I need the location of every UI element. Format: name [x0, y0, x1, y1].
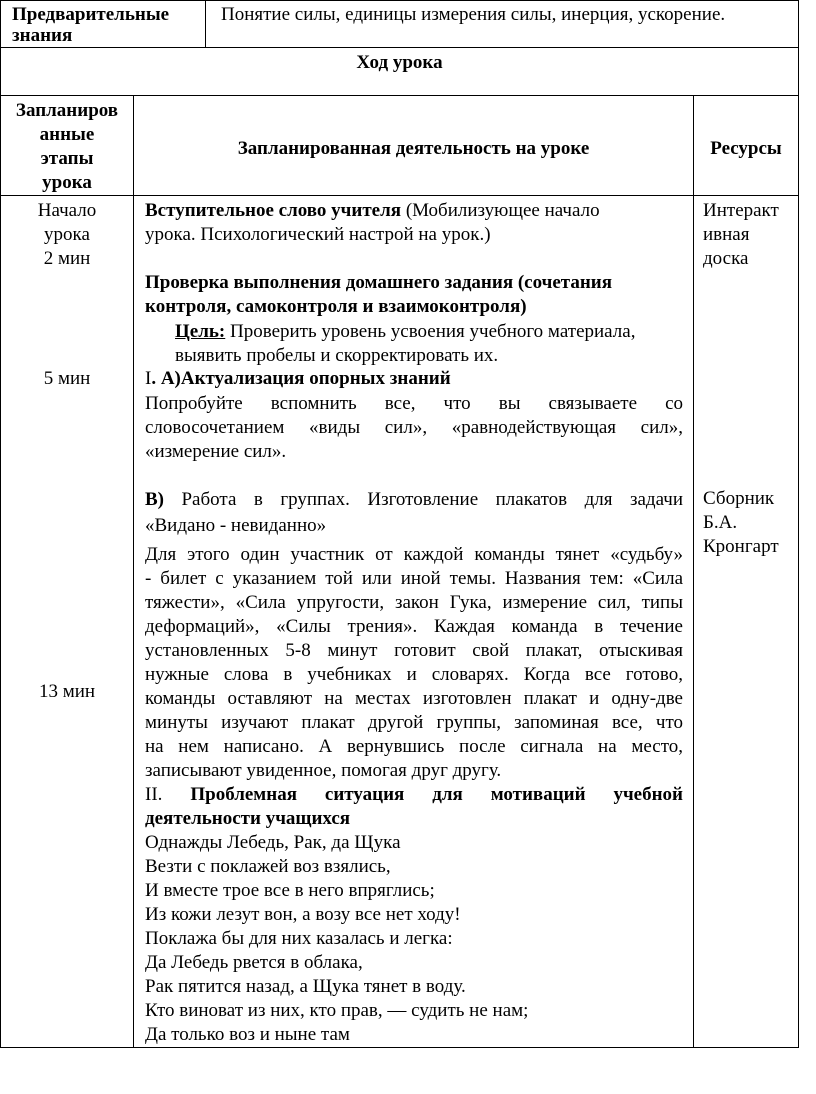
intro-rest: (Мобилизующее начало — [401, 200, 600, 221]
stage-start-line: урока — [44, 224, 90, 245]
lesson-flow-heading: Ход урока — [356, 52, 443, 73]
row-divider-1 — [0, 47, 799, 48]
group-task-line-2: «Видано - невиданно» — [145, 515, 327, 536]
col-divider-prior — [205, 0, 206, 48]
stages-header-line: Запланиров — [15, 100, 119, 121]
poem-line: Поклажа бы для них казалась и легка: — [145, 928, 453, 949]
resource-collection — [703, 487, 779, 559]
group-task-line-1 — [145, 488, 683, 512]
recall-line-1: Попробуйте вспомнить все, что вы связываете со — [145, 393, 683, 414]
row-divider-3 — [0, 195, 799, 196]
homework-line-1: Проверка выполнения домашнего задания (сочетания — [145, 272, 613, 293]
goal-line-2: выявить пробелы и скорректировать их. — [175, 345, 499, 366]
b-line1-rest: Работа в группах. Изготовление плакатов для задачи — [164, 489, 683, 510]
resource-line: доска — [703, 248, 749, 269]
group-text-line: записывают увиденное, помогая друг другу. — [145, 760, 502, 781]
intro-line-2: урока. Психологический настрой на урок.) — [145, 224, 491, 245]
resource-line: Б.А. — [703, 512, 738, 533]
goal-label: Цель: — [175, 321, 226, 342]
poem-line: Рак пятится назад, а Щука тянет в воду. — [145, 976, 466, 997]
resource-line: Кронгарт — [703, 536, 779, 557]
stage-thirteen-min: 13 мин — [38, 681, 96, 702]
poem-line: Да Лебедь рвется в облака, — [145, 952, 363, 973]
table-bottom-border — [0, 1047, 799, 1048]
poem-line: Из кожи лезут вон, а возу все нет ходу! — [145, 904, 461, 925]
stages-header-line: анные — [39, 124, 95, 145]
table-top-border — [0, 0, 799, 1]
poem-line: Однажды Лебедь, Рак, да Щука — [145, 832, 401, 853]
section1-prefix: I — [145, 368, 152, 389]
intro-bold: Вступительное слово учителя — [145, 200, 402, 221]
prior-knowledge-label-line2: знания — [12, 25, 73, 46]
stage-five-min: 5 мин — [43, 368, 91, 389]
poem-line: Везти с поклажей воз взялись, — [145, 856, 391, 877]
group-text-line: установленных 5-8 минут готовит свой плакат, отыскивая — [145, 640, 683, 661]
group-text-line: нужные слова в учебниках и словарях. Когда все готово, — [145, 664, 683, 685]
section1-title: . А)Актуализация опорных знаний — [151, 368, 451, 389]
group-text-line: деформаций», «Силы трения». Каждая команда в течение — [145, 616, 683, 637]
group-text-line: Для этого один участник от каждой команды тянет «судьбу» — [145, 544, 683, 565]
resource-line: ивная — [703, 224, 750, 245]
prior-knowledge-text: Понятие силы, единицы измерения силы, инерция, ускорение. — [221, 4, 726, 25]
b-label: В) — [145, 489, 164, 510]
poem-line: Да только воз и ныне там — [145, 1024, 350, 1045]
stages-header-line: этапы — [40, 148, 94, 169]
poem-line: И вместе трое все в него впряглись; — [145, 880, 435, 901]
recall-line-3: «измерение сил». — [145, 441, 287, 462]
group-text-line: команды оставляют на местах изготовлен плакат и одну-две — [145, 688, 683, 709]
section2-title: Проблемная ситуация для мотиваций учебной — [190, 784, 684, 805]
group-text-line: тяжести», «Сила упругости, закон Гука, измерение сил, типы — [145, 592, 683, 613]
section2-heading-line-1 — [145, 783, 683, 807]
intro-line-1 — [145, 199, 600, 223]
homework-line-2: контроля, самоконтроля и взаимоконтроля) — [145, 296, 527, 317]
section2-prefix: II. — [145, 784, 163, 805]
stage-start-line: 2 мин — [43, 248, 91, 269]
resource-line: Интеракт — [703, 200, 779, 221]
row-divider-2 — [0, 95, 799, 96]
stage-start-line: Начало — [37, 200, 97, 221]
recall-line-2: словосочетанием «виды сил», «равнодействующая сил», — [145, 417, 683, 438]
group-text-line: на нем написано. А вернувшись после сигнала на место, — [145, 736, 683, 757]
poem-line: Кто виноват из них, кто прав, — судить не нам; — [145, 1000, 529, 1021]
resources-header: Ресурсы — [710, 138, 782, 159]
goal-rest: Проверить уровень усвоения учебного материала, — [225, 321, 636, 342]
col-divider-stage — [133, 95, 134, 1048]
col-divider-resources — [693, 95, 694, 1048]
section1-heading — [145, 367, 451, 391]
group-text-line: минуты изучают плакат другой группы, запоминая все, что — [145, 712, 683, 733]
stages-header-line: урока — [42, 172, 92, 193]
prior-knowledge-label-line1: Предварительные — [12, 4, 170, 25]
stages-header — [1, 99, 133, 195]
activity-header: Запланированная деятельность на уроке — [237, 138, 590, 159]
group-text-line: - билет с указанием той или иной темы. Названия тем: «Сила — [145, 568, 683, 589]
resource-line: Сборник — [703, 488, 775, 509]
table-right-border — [798, 0, 799, 1048]
stage-start — [1, 199, 133, 271]
goal-line-1 — [175, 320, 635, 344]
resource-interactive-board — [703, 199, 779, 271]
section2-heading-line-2: деятельности учащихся — [145, 808, 351, 829]
